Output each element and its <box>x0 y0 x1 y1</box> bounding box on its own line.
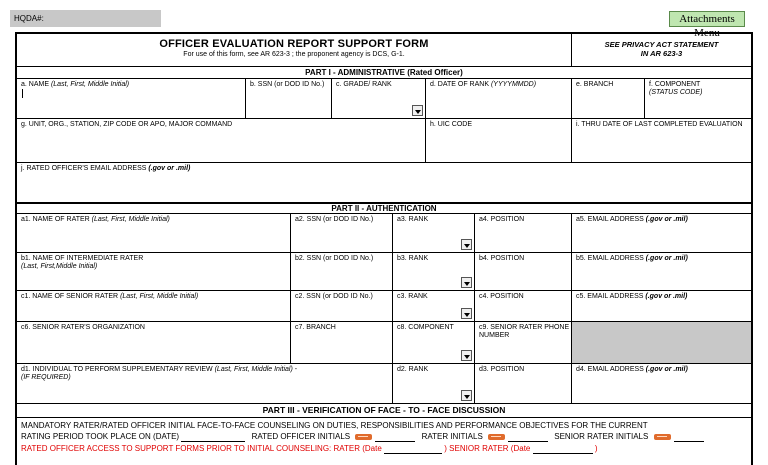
part2-heading: PART II - AUTHENTICATION <box>17 203 751 214</box>
intermediate-rank-label: b3. RANK <box>397 255 429 262</box>
senior-rank-chevron-down-icon[interactable] <box>461 308 472 319</box>
rated-ssn-field[interactable]: b. SSN (or DOD ID No.) <box>246 79 332 119</box>
rater-email-field[interactable]: a5. EMAIL ADDRESS (.gov or .mil) <box>572 214 751 253</box>
privacy-notice <box>572 34 751 67</box>
rater-rank-field[interactable] <box>393 214 475 253</box>
rater-rank-label: a3. RANK <box>397 216 429 223</box>
rated-officer-initials-sign-here-icon[interactable] <box>355 434 372 440</box>
senior-rater-position-field[interactable]: c4. POSITION <box>475 291 572 322</box>
form-title: OFFICER EVALUATION REPORT SUPPORT FORM <box>159 38 429 50</box>
grade-dropdown-chevron-down-icon[interactable] <box>412 105 423 116</box>
date-of-rank-field[interactable]: d. DATE OF RANK (YYYYMMDD) <box>426 79 572 119</box>
counseling-date-line: RATING PERIOD TOOK PLACE ON (DATE) RATED OFFICER INITIALS RATER INITIALS SENIOR RATER INITIALS <box>21 432 704 442</box>
intermediate-rater-rank-field[interactable] <box>393 253 475 291</box>
text-cursor <box>22 89 23 98</box>
shaded-blank-cell <box>572 322 751 364</box>
senior-rater-ssn-field[interactable]: c2. SSN (or DOD ID No.) <box>291 291 393 322</box>
hqda-label: HQDA#: <box>14 14 44 23</box>
branch-field[interactable]: e. BRANCH <box>572 79 645 119</box>
senior-rater-email-field[interactable]: c5. EMAIL ADDRESS (.gov or .mil) <box>572 291 751 322</box>
supplementary-rank-field[interactable] <box>393 364 475 404</box>
rater-position-field[interactable]: a4. POSITION <box>475 214 572 253</box>
intermediate-rater-name-field[interactable]: b1. NAME OF INTERMEDIATE RATER (Last, First,Middle Initial) <box>17 253 291 291</box>
thru-date-field[interactable]: i. THRU DATE OF LAST COMPLETED EVALUATION <box>572 119 751 163</box>
intermediate-rank-chevron-down-icon[interactable] <box>461 277 472 288</box>
intermediate-rater-position-field[interactable]: b4. POSITION <box>475 253 572 291</box>
component-chevron-down-icon[interactable] <box>461 350 472 361</box>
rater-rank-chevron-down-icon[interactable] <box>461 239 472 250</box>
senior-rank-label: c3. RANK <box>397 293 428 300</box>
unit-org-field[interactable]: g. UNIT, ORG., STATION, ZIP CODE OR APO, MAJOR COMMAND <box>17 119 426 163</box>
attachments-menu-button[interactable]: Attachments Menu <box>669 11 745 27</box>
privacy-line-2: IN AR 623-3 <box>640 49 683 58</box>
senior-rater-component-field[interactable] <box>393 322 475 364</box>
rater-initials-input[interactable] <box>508 433 548 442</box>
supplementary-rank-label: d2. RANK <box>397 366 429 373</box>
support-form-access-line: RATED OFFICER ACCESS TO SUPPORT FORMS PRIOR TO INITIAL COUNSELING: RATER (Date ) SENIOR RATER (Date ) <box>21 444 598 453</box>
part1-heading: PART I - ADMINISTRATIVE (Rated Officer) <box>17 67 751 79</box>
senior-rater-org-field[interactable]: c6. SENIOR RATER'S ORGANIZATION <box>17 322 291 364</box>
senior-rater-access-date-input[interactable] <box>533 445 593 454</box>
component-field[interactable]: f. COMPONENT (STATUS CODE) <box>645 79 751 119</box>
senior-rater-initials-input[interactable] <box>674 433 704 442</box>
supplementary-email-field[interactable]: d4. EMAIL ADDRESS (.gov or .mil) <box>572 364 751 404</box>
senior-rater-phone-field[interactable]: c9. SENIOR RATER PHONE NUMBER <box>475 322 572 364</box>
intermediate-rater-ssn-field[interactable]: b2. SSN (or DOD ID No.) <box>291 253 393 291</box>
form-subtitle: For use of this form, see AR 623-3 ; the proponent agency is DCS, G-1. <box>183 51 405 58</box>
rater-name-field[interactable]: a1. NAME OF RATER (Last, First, Middle Initial) <box>17 214 291 253</box>
uic-code-field[interactable]: h. UIC CODE <box>426 119 572 163</box>
privacy-line-1: SEE PRIVACY ACT STATEMENT <box>604 40 719 49</box>
supplementary-reviewer-name-field[interactable]: d1. INDIVIDUAL TO PERFORM SUPPLEMENTARY REVIEW (Last, First, Middle Initial) - (IF REQUIRED) <box>17 364 393 404</box>
part3-heading: PART III - VERIFICATION OF FACE - TO - FACE DISCUSSION <box>17 404 751 418</box>
supplementary-position-field[interactable]: d3. POSITION <box>475 364 572 404</box>
rated-grade-field[interactable] <box>332 79 426 119</box>
senior-rater-rank-field[interactable] <box>393 291 475 322</box>
rated-email-field[interactable]: j. RATED OFFICER'S EMAIL ADDRESS (.gov or .mil) <box>17 163 751 203</box>
form-title-block <box>17 34 572 67</box>
rater-ssn-field[interactable]: a2. SSN (or DOD ID No.) <box>291 214 393 253</box>
grade-label: c. GRADE/ RANK <box>336 81 392 88</box>
supplementary-rank-chevron-down-icon[interactable] <box>461 390 472 401</box>
component-label: c8. COMPONENT <box>397 324 454 331</box>
senior-rater-branch-field[interactable]: c7. BRANCH <box>291 322 393 364</box>
counseling-statement: MANDATORY RATER/RATED OFFICER INITIAL FACE-TO-FACE COUNSELING ON DUTIES, RESPONSIBILITIES AND PERFORMANCE OBJECTIVES FOR THE CURRENT <box>21 421 648 430</box>
hqda-field[interactable] <box>10 10 161 27</box>
rated-name-field[interactable]: a. NAME (Last, First, Middle Initial) <box>17 79 246 119</box>
oer-support-form <box>15 32 753 465</box>
senior-rater-name-field[interactable]: c1. NAME OF SENIOR RATER (Last, First, Middle Initial) <box>17 291 291 322</box>
rater-access-date-input[interactable] <box>384 445 442 454</box>
counseling-date-input[interactable] <box>181 433 245 442</box>
rater-initials-sign-here-icon[interactable] <box>488 434 505 440</box>
rated-officer-initials-input[interactable] <box>375 433 415 442</box>
intermediate-rater-email-field[interactable]: b5. EMAIL ADDRESS (.gov or .mil) <box>572 253 751 291</box>
senior-rater-initials-sign-here-icon[interactable] <box>654 434 671 440</box>
